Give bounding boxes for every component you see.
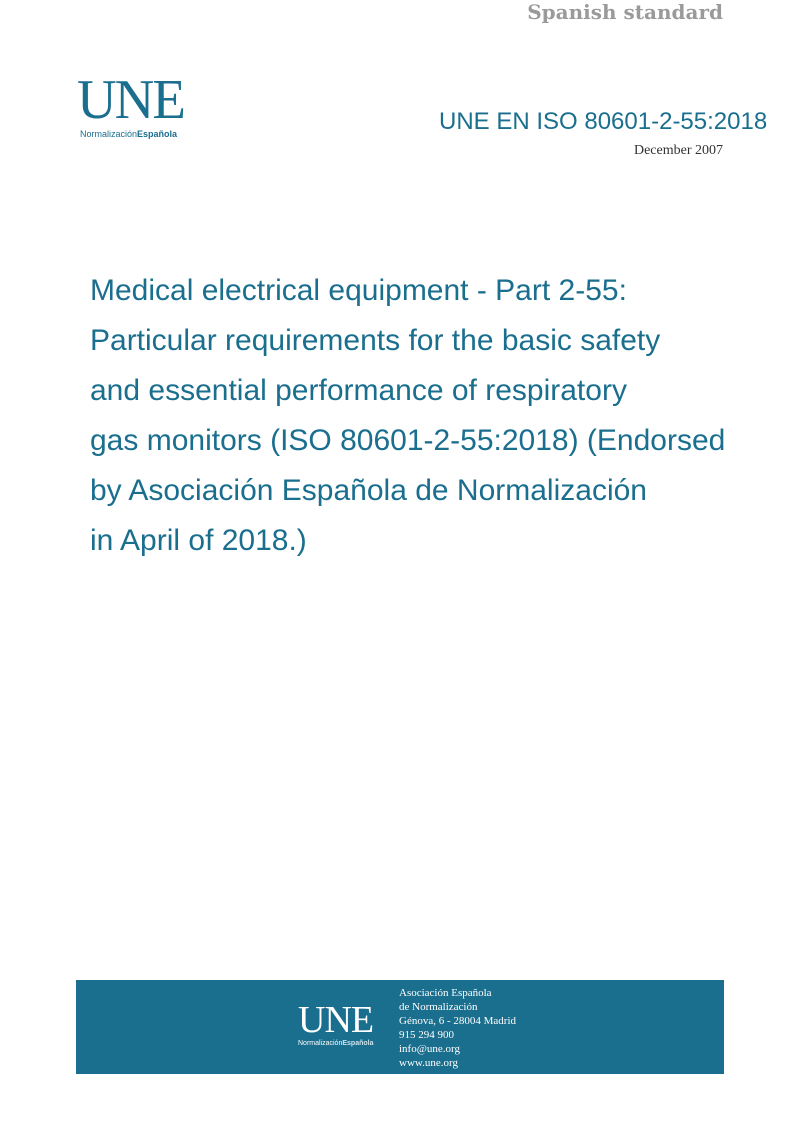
logo-tagline-light: Normalización — [80, 129, 138, 139]
footer-org-name-2: de Normalización — [399, 1001, 478, 1013]
title-line: Medical electrical equipment - Part 2-55: — [90, 274, 627, 307]
logo-mark: UNE — [77, 69, 184, 131]
footer-banner — [76, 980, 724, 1074]
footer-website: www.une.org — [399, 1057, 458, 1069]
footer-logo-tagline — [298, 1040, 373, 1047]
publication-date: December 2007 — [633, 143, 723, 158]
title-line: and essential performance of respiratory — [90, 374, 627, 407]
footer-email: info@une.org — [399, 1043, 460, 1055]
title-line: in April of 2018.) — [90, 524, 307, 557]
footer-phone: 915 294 900 — [399, 1029, 454, 1041]
logo-tagline-bold: Española — [137, 129, 178, 139]
standard-code: UNE EN ISO 80601-2-55:2018 — [439, 108, 768, 135]
title-line: gas monitors (ISO 80601-2-55:2018) (Endorsed — [90, 424, 726, 457]
footer-contact-info — [399, 986, 516, 1070]
footer-logo-tagline-light: Normalización — [298, 1040, 343, 1047]
footer-org-name-1: Asociación Española — [399, 987, 492, 999]
document-kind: Spanish standard — [527, 0, 723, 24]
footer-une-logo — [298, 1000, 373, 1047]
une-logo — [77, 69, 197, 142]
title-line: by Asociación Española de Normalización — [90, 474, 647, 507]
logo-tagline — [80, 129, 177, 139]
title-line: Particular requirements for the basic safety — [90, 324, 661, 357]
footer-logo-mark: UNE — [298, 999, 374, 1041]
footer-logo-tagline-bold: Española — [342, 1040, 374, 1047]
footer-address: Génova, 6 - 28004 Madrid — [399, 1015, 517, 1027]
document-title — [90, 266, 790, 566]
